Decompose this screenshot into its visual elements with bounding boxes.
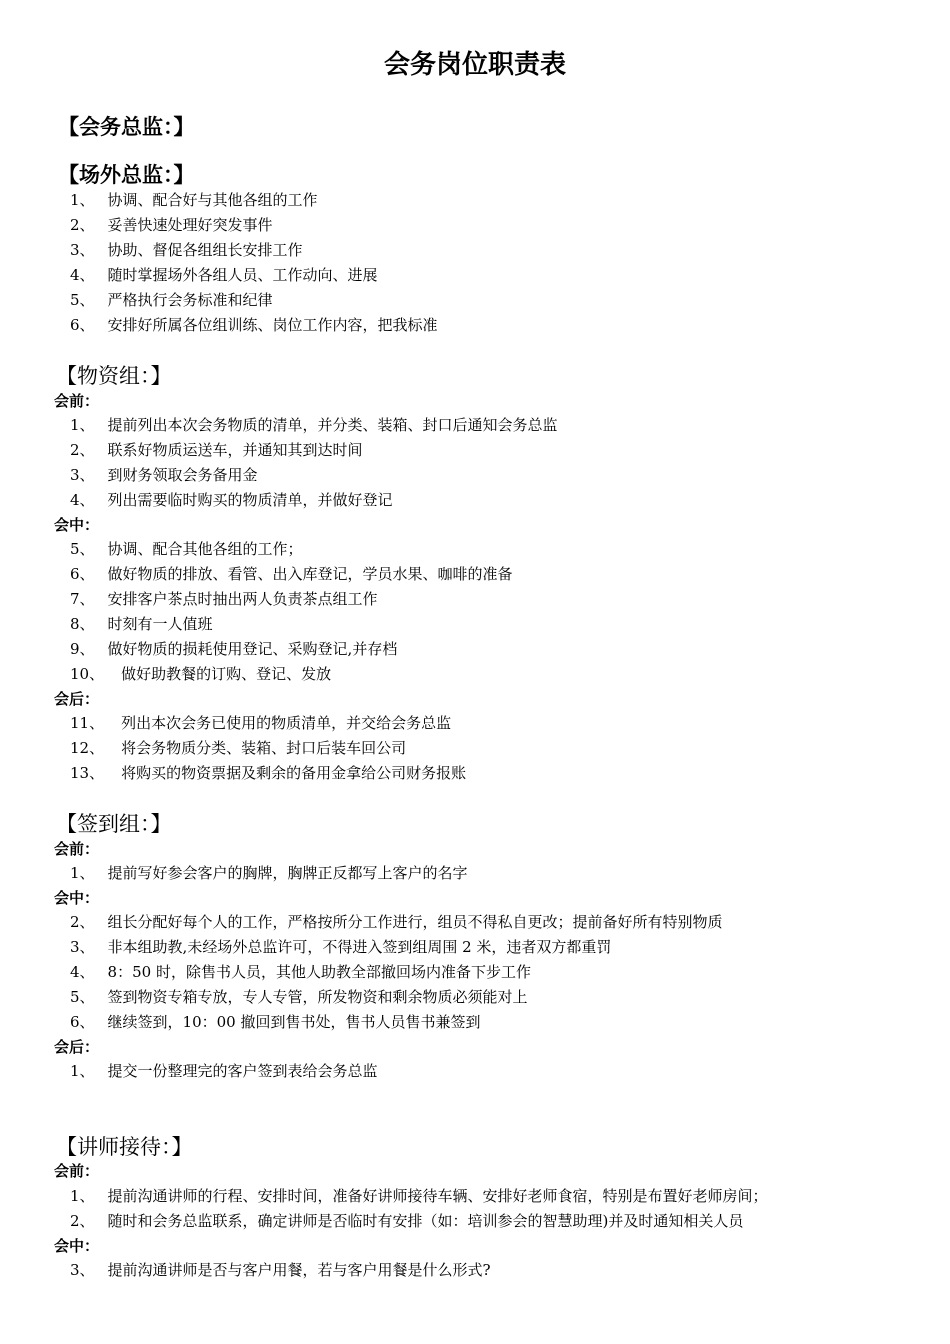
list-item: 4、 随时掌握场外各组人员、工作动向、进展 [70, 266, 378, 284]
list-item: 7、 安排客户茶点时抽出两人负责茶点组工作 [70, 590, 378, 608]
phase-label-during: 会中： [54, 1237, 100, 1255]
list-item: 10、 做好助教餐的订购、登记、发放 [70, 665, 332, 683]
list-item: 2、 联系好物质运送车，并通知其到达时间 [70, 441, 363, 459]
phase-label-during: 会中： [54, 516, 100, 534]
list-item: 2、 妥善快速处理好突发事件 [70, 216, 273, 234]
phase-label-after: 会后： [54, 1038, 100, 1056]
list-item: 2、 组长分配好每个人的工作，严格按所分工作进行，组员不得私自更改；提前备好所有特别物质 [70, 913, 723, 931]
section-heading-director: 【会务总监：】 [58, 115, 195, 139]
list-item: 4、 8：50 时，除售书人员，其他人助教全部撤回场内准备下步工作 [70, 963, 531, 981]
list-item: 6、 安排好所属各位组训练、岗位工作内容，把我标准 [70, 316, 438, 334]
section-heading-outside: 【场外总监：】 [58, 163, 195, 187]
list-item: 3、 协助、督促各组组长安排工作 [70, 241, 303, 259]
section-heading-signin: 【签到组：】 [56, 812, 172, 836]
page-title: 会务岗位职责表 [383, 50, 566, 80]
list-item: 4、 列出需要临时购买的物质清单，并做好登记 [70, 491, 393, 509]
list-item: 5、 签到物资专箱专放，专人专管，所发物资和剩余物质必须能对上 [70, 988, 528, 1006]
list-item: 1、 提前沟通讲师的行程、安排时间，准备好讲师接待车辆、安排好老师食宿，特别是布置好老师房间； [70, 1187, 768, 1205]
list-item: 5、 协调、配合其他各组的工作； [70, 540, 303, 558]
phase-label-before: 会前： [54, 840, 100, 858]
list-item: 6、 做好物质的排放、看管、出入库登记，学员水果、咖啡的准备 [70, 565, 513, 583]
list-item: 1、 提前列出本次会务物质的清单，并分类、装箱、封口后通知会务总监 [70, 416, 558, 434]
list-item: 3、 提前沟通讲师是否与客户用餐，若与客户用餐是什么形式? [70, 1261, 491, 1279]
phase-label-after: 会后： [54, 690, 100, 708]
list-item: 6、 继续签到，10：00 撤回到售书处，售书人员售书兼签到 [70, 1013, 481, 1031]
list-item: 1、 协调、配合好与其他各组的工作 [70, 191, 318, 209]
phase-label-before: 会前： [54, 392, 100, 410]
section-heading-lecturer: 【讲师接待：】 [56, 1135, 193, 1159]
list-item: 12、 将会务物质分类、装箱、封口后装车回公司 [70, 739, 407, 757]
list-item: 5、 严格执行会务标准和纪律 [70, 291, 273, 309]
list-item: 3、 到财务领取会务备用金 [70, 466, 258, 484]
list-item: 1、 提前写好参会客户的胸牌，胸牌正反都写上客户的名字 [70, 864, 468, 882]
list-item: 13、 将购买的物资票据及剩余的备用金拿给公司财务报账 [70, 764, 467, 782]
list-item: 2、 随时和会务总监联系，确定讲师是否临时有安排（如：培训参会的智慧助理)并及时通知相关人员 [70, 1212, 744, 1230]
phase-label-before: 会前： [54, 1162, 100, 1180]
list-item: 9、 做好物质的损耗使用登记、采购登记,并存档 [70, 640, 398, 658]
section-heading-materials: 【物资组：】 [56, 364, 172, 388]
list-item: 11、 列出本次会务已使用的物质清单，并交给会务总监 [70, 714, 452, 732]
list-item: 8、 时刻有一人值班 [70, 615, 213, 633]
list-item: 3、 非本组助教,未经场外总监许可，不得进入签到组周围 2 米，违者双方都重罚 [70, 938, 612, 956]
list-item: 1、 提交一份整理完的客户签到表给会务总监 [70, 1062, 378, 1080]
phase-label-during: 会中： [54, 889, 100, 907]
